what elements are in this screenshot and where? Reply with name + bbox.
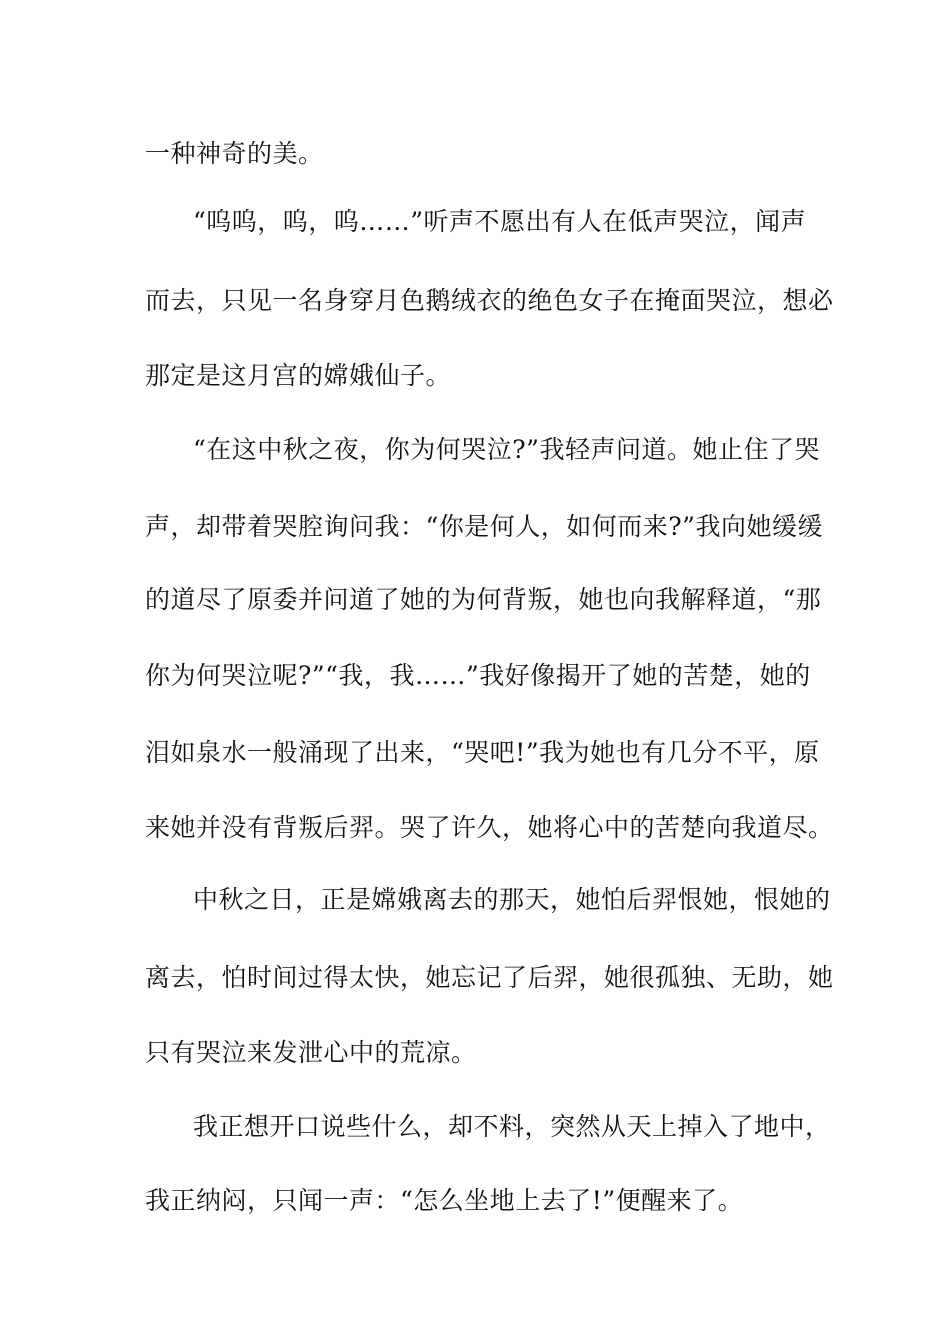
text-line: 你为何哭泣呢?”“我，我……”我好像揭开了她的苦楚，她的 [145,661,811,690]
paragraph-start-line: 中秋之日，正是嫦娥离去的那天，她怕后羿恨她，恨她的 [193,885,831,914]
text-line: 声，却带着哭腔询问我：“你是何人，如何而来?”我向她缓缓 [145,512,823,541]
text-line: 一种神奇的美。 [145,139,324,168]
paragraph-start-line: 我正想开口说些什么，却不料，突然从天上掉入了地中， [193,1112,831,1141]
paragraph-start-line: “在这中秋之夜，你为何哭泣?”我轻声问道。她止住了哭 [193,435,820,464]
text-line: 来她并没有背叛后羿。哭了许久，她将心中的苦楚向我道尽。 [145,813,834,842]
text-line: 而去，只见一名身穿月色鹅绒衣的绝色女子在掩面哭泣，想必 [145,286,834,315]
text-line: 泪如泉水一般涌现了出来，“哭吧!”我为她也有几分不平，原 [145,738,820,767]
text-line: 那定是这月宫的嫦娥仙子。 [145,361,452,390]
text-line: 只有哭泣来发泄心中的荒凉。 [145,1038,477,1067]
text-line: 离去，怕时间过得太快，她忘记了后羿，她很孤独、无助，她 [145,963,834,992]
text-line: 的道尽了原委并问道了她的为何背叛，她也向我解释道，“那 [145,585,822,614]
paragraph-start-line: “呜呜，呜，呜……”听声不愿出有人在低声哭泣，闻声 [193,207,807,236]
text-line: 我正纳闷，只闻一声：“怎么坐地上去了!”便醒来了。 [145,1186,744,1215]
